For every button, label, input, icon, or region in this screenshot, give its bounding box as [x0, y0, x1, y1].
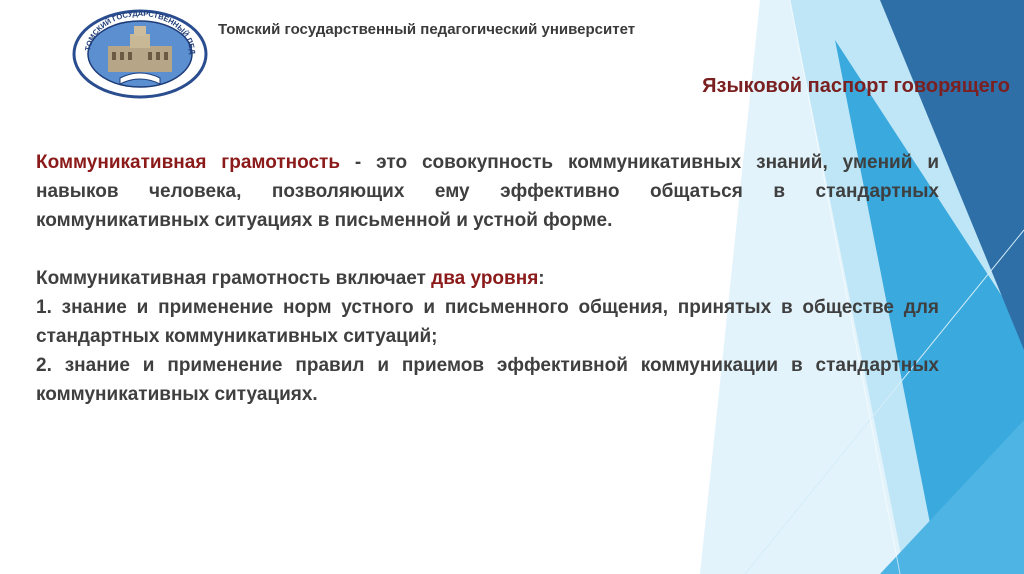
university-seal-icon: [70, 8, 210, 100]
level-item-1: 1. знание и применение норм устного и письменного общения, принятых в обществе для стандартных коммуникативных ситуаций;: [36, 297, 939, 347]
levels-highlight: два уровня: [431, 268, 539, 289]
level-item-2: 2. знание и применение правил и приемов эффективной коммуникации в стандартных коммуникативных ситуациях.: [36, 355, 939, 405]
definition-text: - это совокупность коммуникативных знаний, умений и навыков человека, позволяющих ему эффективно общаться в стандартных коммуникативных ситуациях в письменной и устной форме.: [36, 152, 939, 231]
slide-body: [36, 148, 939, 409]
definition-term: Коммуникативная грамотность: [36, 152, 341, 173]
page-title: Языковой паспорт говорящего: [702, 75, 1010, 97]
university-logo: [70, 8, 210, 100]
definition-paragraph: [36, 148, 939, 235]
levels-intro: [36, 264, 939, 293]
levels-intro-colon: :: [538, 268, 545, 289]
logo-ring-text: ТОМСКИЙ ГОСУДАРСТВЕННЫЙ ПЕД: [83, 8, 198, 55]
levels-intro-text: Коммуникативная грамотность включает: [36, 268, 432, 289]
university-name: Томский государственный педагогический университет: [218, 21, 636, 38]
